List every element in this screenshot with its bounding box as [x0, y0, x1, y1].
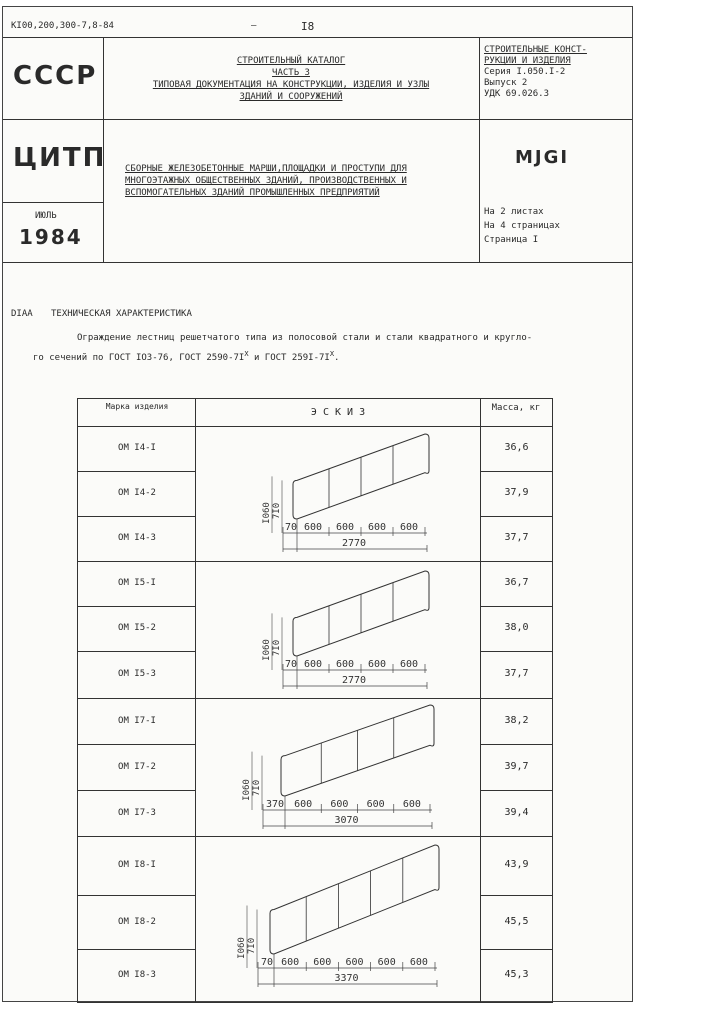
- title-line: МНОГОЭТАЖНЫХ ОБЩЕСТВЕННЫХ ЗДАНИЙ, ПРОИЗВОДСТВЕННЫХ И: [125, 176, 407, 186]
- row-mass: 39,4: [504, 807, 529, 818]
- header-top-rule: [3, 37, 632, 38]
- span-dimension-label: 600: [303, 522, 323, 533]
- row-mark: ОМ I5-2: [118, 623, 156, 633]
- start-dimension-label: 70: [284, 522, 298, 533]
- span-dimension-label: 600: [335, 522, 355, 533]
- span-dimension-label: 600: [345, 957, 364, 968]
- col-header-mass: Масса, кг: [491, 403, 541, 413]
- catalog-page: [2, 6, 633, 1002]
- row-mark: ОМ I4-2: [118, 488, 156, 498]
- catalog-line: СТРОИТЕЛЬНЫЙ КАТАЛОГ: [236, 56, 346, 66]
- height-label-inner: 7I0: [272, 502, 282, 520]
- height-label-outer: I060: [237, 937, 247, 959]
- row-mark: ОМ I8-I: [118, 860, 156, 870]
- country-label: СССР: [13, 61, 98, 91]
- span-dimension-label: 600: [377, 957, 396, 968]
- section-text-sup: Х: [244, 350, 249, 358]
- span-dimension-label: 600: [303, 659, 323, 670]
- total-dimension-label: 3070: [334, 815, 359, 826]
- span-dimension-label: 600: [399, 522, 419, 533]
- height-label-inner: 7I0: [272, 639, 282, 657]
- series-line: РУКЦИИ И ИЗДЕЛИЯ: [484, 56, 571, 66]
- span-dimension-label: 600: [402, 799, 421, 810]
- section-text-part: го сечений по ГОСТ IO3-76, ГОСТ 2590-7I: [33, 353, 245, 363]
- header-mid-rule: [3, 119, 632, 120]
- row-mark: ОМ I8-2: [118, 917, 156, 927]
- document-title: [125, 163, 407, 199]
- row-mark: ОМ I5-3: [118, 669, 156, 679]
- start-dimension-label: 70: [284, 659, 298, 670]
- section-text-part: .: [334, 353, 340, 363]
- series-line: Выпуск 2: [484, 78, 528, 88]
- catalog-line: ЧАСТЬ 3: [272, 68, 310, 78]
- spec-table: [77, 398, 553, 1003]
- section-text-sup: Х: [329, 350, 335, 358]
- section-text-line-1: Ограждение лестниц решетчатого типа из полосовой стали и стали квадратного и кругло-: [77, 333, 533, 343]
- series-line: СТРОИТЕЛЬНЫЕ КОНСТ-: [484, 45, 587, 55]
- row-mark: ОМ I7-I: [118, 716, 156, 726]
- series-block: [484, 45, 587, 100]
- span-dimension-label: 600: [335, 659, 355, 670]
- row-mass: 45,5: [504, 916, 529, 927]
- row-mass: 45,3: [504, 969, 529, 980]
- height-label-outer: I060: [262, 639, 272, 661]
- section-prefix: DIAA: [11, 309, 33, 319]
- span-dimension-label: 600: [294, 799, 313, 810]
- catalog-line: ТИПОВАЯ ДОКУМЕНТАЦИЯ НА КОНСТРУКЦИИ, ИЗДЕЛИЯ И УЗЛЫ: [152, 80, 430, 90]
- railing-sketch: [237, 845, 439, 987]
- page-number: I8: [301, 20, 315, 33]
- row-mark: ОМ I5-I: [118, 578, 156, 588]
- span-dimension-label: 600: [409, 957, 428, 968]
- span-dimension-label: 600: [313, 957, 332, 968]
- product-code: MJGI: [515, 147, 570, 168]
- section-text-line-2: [33, 349, 339, 363]
- span-dimension-label: 600: [367, 522, 387, 533]
- title-line: ВСПОМОГАТЕЛЬНЫХ ЗДАНИЙ ПРОМЫШЛЕННЫХ ПРЕДПРИЯТИЙ: [125, 188, 380, 198]
- total-dimension-label: 2770: [341, 538, 367, 549]
- title-line: СБОРНЫЕ ЖЕЛЕЗОБЕТОННЫЕ МАРШИ,ПЛОЩАДКИ И ПРОСТУПИ ДЛЯ: [125, 164, 407, 174]
- date-month: ИЮЛЬ: [35, 211, 57, 221]
- railing-outline: [270, 845, 439, 954]
- row-mass: 37,9: [504, 487, 529, 498]
- section-title: ТЕХНИЧЕСКАЯ ХАРАКТЕРИСТИКА: [51, 309, 192, 319]
- row-mark: ОМ I7-3: [118, 808, 156, 818]
- row-mass: 38,2: [504, 715, 529, 726]
- sheet-info-line: Страница I: [484, 235, 539, 245]
- page-margin: [633, 0, 706, 1024]
- sheet-info-line: На 4 страницах: [484, 221, 560, 231]
- row-mark: ОМ I4-3: [118, 533, 156, 543]
- sketch-layer: [78, 399, 552, 1002]
- header-right-divider: [479, 37, 480, 262]
- span-dimension-label: 600: [281, 957, 300, 968]
- total-dimension-label: 3370: [334, 973, 359, 984]
- date-rule: [3, 202, 103, 203]
- row-mark: ОМ I7-2: [118, 762, 156, 772]
- railing-sketch: [262, 571, 429, 689]
- span-dimension-label: 600: [367, 659, 387, 670]
- railing-sketch: [262, 434, 429, 552]
- span-dimension-label: 600: [399, 659, 419, 670]
- row-mass: 38,0: [504, 622, 529, 633]
- row-mass: 37,7: [504, 532, 529, 543]
- start-dimension-label: 70: [260, 957, 274, 968]
- col-header-mark: Марка изделия: [105, 402, 169, 411]
- doc-code: KI00,200,300-7,8-84: [11, 21, 114, 31]
- org-label: ЦИТП: [13, 143, 107, 173]
- span-dimension-label: 600: [366, 799, 385, 810]
- row-mass: 36,6: [504, 442, 529, 453]
- row-mass: 37,7: [504, 668, 529, 679]
- row-mark: ОМ I4-I: [118, 443, 156, 453]
- section-text-part: и ГОСТ 259I-7I: [248, 353, 330, 363]
- catalog-line: ЗДАНИЙ И СООРУЖЕНИЙ: [239, 92, 343, 102]
- span-dimension-label: 600: [330, 799, 349, 810]
- col-header-sketch: Э С К И З: [310, 407, 366, 418]
- start-dimension-label: 370: [265, 799, 285, 810]
- row-mass: 43,9: [504, 859, 529, 870]
- series-line: УДК 69.026.3: [484, 89, 550, 99]
- height-label-outer: I060: [242, 779, 252, 801]
- total-dimension-label: 2770: [341, 675, 367, 686]
- height-label-outer: I060: [262, 502, 272, 524]
- row-mass: 36,7: [504, 577, 529, 588]
- row-mark: ОМ I8-3: [118, 970, 156, 980]
- header-bottom-rule: [3, 262, 632, 263]
- height-label-inner: 7I0: [247, 937, 257, 955]
- dash-mark: –: [251, 21, 257, 31]
- catalog-block: [103, 55, 479, 103]
- row-mass: 39,7: [504, 761, 529, 772]
- sheet-info: [484, 205, 560, 247]
- date-year: 1984: [19, 225, 83, 249]
- height-label-inner: 7I0: [252, 779, 262, 797]
- series-line: Серия I.050.I-2: [484, 67, 566, 77]
- sheet-info-line: На 2 листах: [484, 207, 544, 217]
- railing-sketch: [242, 705, 434, 829]
